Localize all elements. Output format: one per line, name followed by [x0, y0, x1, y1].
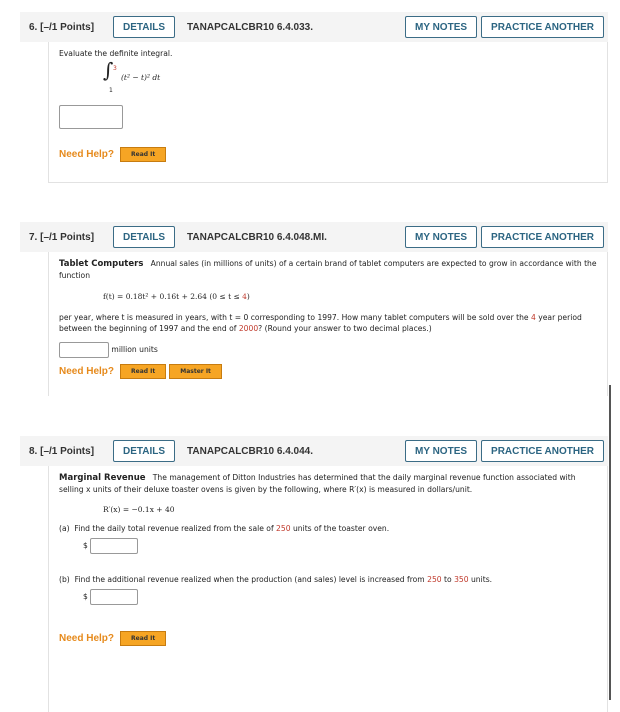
integrand: (t² − t)² dt [121, 73, 161, 82]
answer-input-a[interactable] [90, 538, 138, 554]
question-number: 6. [29, 21, 38, 33]
red-value: 350 [454, 575, 469, 584]
text: year period between the beginning of 1997 and the end of [59, 313, 582, 333]
text: units. [468, 575, 493, 584]
text: ? (Round your answer to two decimal places.) [258, 324, 432, 333]
master-it-button[interactable]: Master It [169, 364, 222, 379]
need-help-label: Need Help? [59, 633, 115, 644]
question-header [20, 222, 608, 252]
question-points [29, 232, 113, 243]
integral-sign: ∫ [103, 58, 114, 82]
question-points [29, 446, 113, 457]
question-body [48, 252, 608, 396]
question-text [59, 312, 597, 334]
question-body [48, 42, 608, 183]
practice-another-button[interactable]: PRACTICE ANOTHER [481, 16, 604, 38]
unit-label: million units [111, 345, 158, 354]
my-notes-button[interactable]: MY NOTES [405, 16, 477, 38]
practice-another-button[interactable]: PRACTICE ANOTHER [481, 440, 604, 462]
intro [59, 472, 597, 495]
red-value: 4 [531, 313, 536, 322]
my-notes-button[interactable]: MY NOTES [405, 440, 477, 462]
integral [103, 58, 597, 95]
formula-red: 4 [242, 292, 247, 301]
question-code: TANAPCALCBR10 6.4.044. [187, 445, 314, 457]
need-help-label: Need Help? [59, 366, 115, 377]
intro [59, 258, 597, 281]
need-help-label: Need Help? [59, 149, 115, 160]
practice-another-button[interactable]: PRACTICE ANOTHER [481, 226, 604, 248]
question-number: 7. [29, 231, 38, 243]
part-a [59, 523, 597, 534]
details-button[interactable]: DETAILS [113, 440, 175, 462]
formula-text: f(t) = 0.18t² + 0.16t + 2.64 (0 ≤ t ≤ [103, 292, 243, 301]
part-label: (a) [59, 524, 70, 533]
formula: R′(x) = −0.1x + 40 [103, 505, 175, 514]
question-code: TANAPCALCBR10 6.4.033. [187, 21, 314, 33]
question-code: TANAPCALCBR10 6.4.048.MI. [187, 231, 327, 243]
read-it-button[interactable]: Read It [120, 147, 166, 162]
red-value: 2000 [238, 324, 259, 333]
details-button[interactable]: DETAILS [113, 16, 175, 38]
dollar-sign: $ [83, 541, 88, 550]
question-header [20, 436, 608, 466]
lower-limit: 1 [109, 87, 113, 94]
intro-text: Annual sales (in millions of units) of a certain brand of tablet computers are expected to grow in accordance with the function [59, 259, 597, 280]
dollar-sign: $ [83, 592, 88, 601]
question-header [20, 12, 608, 42]
prompt: Evaluate the definite integral. [59, 49, 173, 58]
upper-limit: 3 [113, 65, 117, 72]
scrollbar[interactable] [609, 385, 611, 700]
my-notes-button[interactable]: MY NOTES [405, 226, 477, 248]
problem-title: Marginal Revenue [59, 473, 146, 483]
question-body [48, 466, 608, 712]
question-6 [20, 12, 608, 183]
points-label: [–/1 Points] [40, 445, 95, 457]
intro-text: The management of Ditton Industries has determined that the daily marginal revenue function associated with selling x units of their deluxe toaster ovens is given by the following, where R′(x) is measured in dollars/unit. [59, 473, 576, 494]
question-points [29, 22, 113, 33]
question-8 [20, 436, 608, 712]
points-label: [–/1 Points] [40, 231, 95, 243]
problem-title: Tablet Computers [59, 259, 144, 269]
formula [103, 291, 597, 302]
text: Find the daily total revenue realized from the sale of [74, 524, 277, 533]
text: per year, where t is measured in years, with t = 0 corresponding to 1997. How many tablet computers will be sold over the [59, 313, 531, 322]
red-value: 250 [276, 524, 291, 533]
formula-end: ) [246, 292, 250, 301]
text: to [441, 575, 455, 584]
read-it-button[interactable]: Read It [120, 364, 166, 379]
part-b [59, 574, 597, 585]
answer-input[interactable] [59, 342, 109, 358]
text: units of the toaster oven. [290, 524, 390, 533]
red-value: 250 [427, 575, 442, 584]
part-label: (b) [59, 575, 70, 584]
answer-input-b[interactable] [90, 589, 138, 605]
text: Find the additional revenue realized when the production (and sales) level is increased from [74, 575, 428, 584]
read-it-button[interactable]: Read It [120, 631, 166, 646]
details-button[interactable]: DETAILS [113, 226, 175, 248]
question-number: 8. [29, 445, 38, 457]
points-label: [–/1 Points] [40, 21, 95, 33]
answer-input[interactable] [59, 105, 123, 129]
question-7 [20, 222, 608, 396]
